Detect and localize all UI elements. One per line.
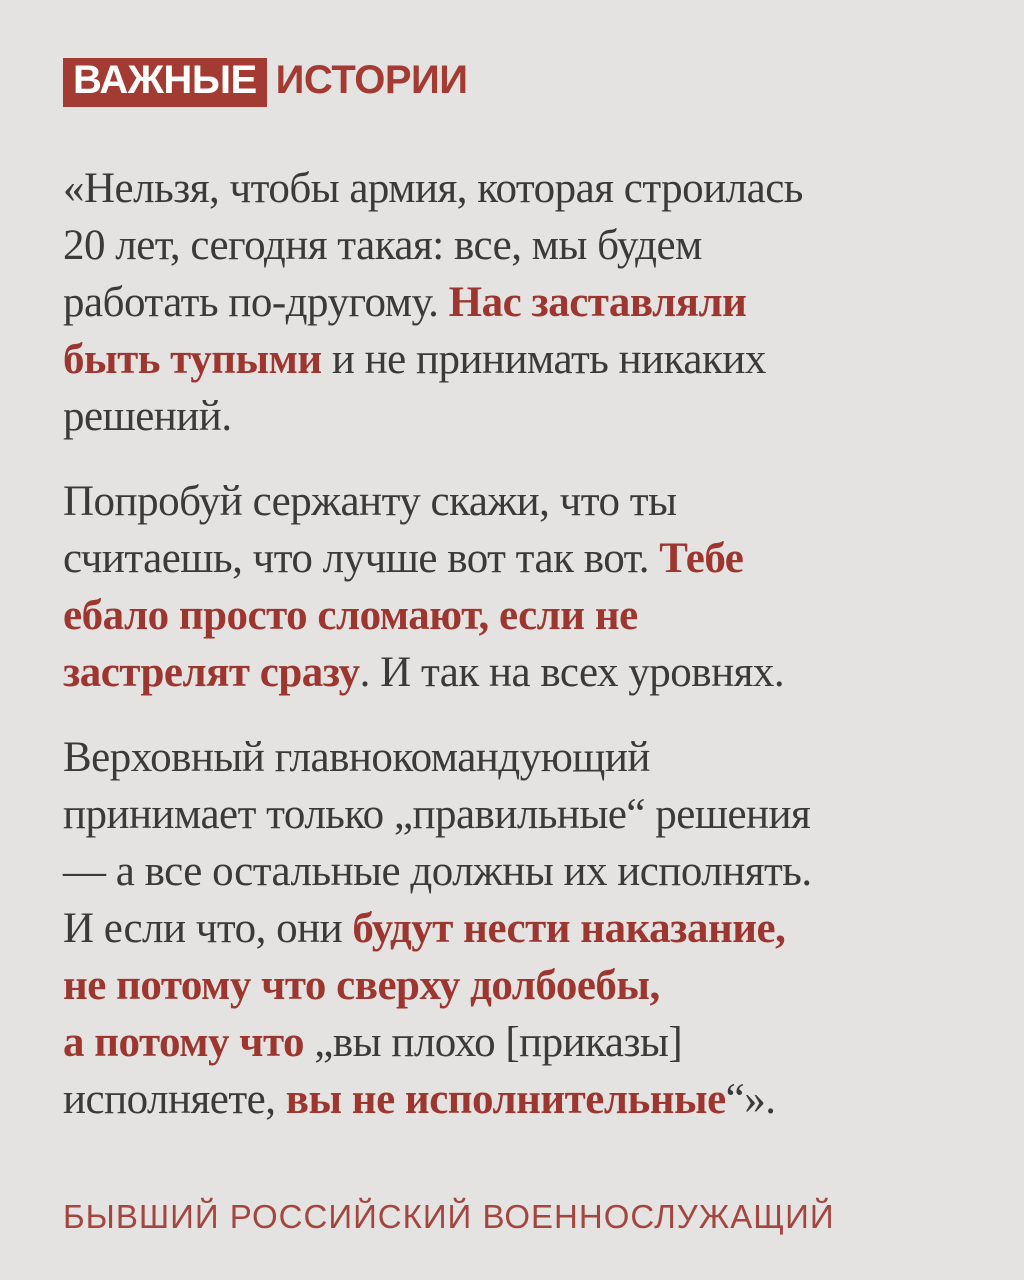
quote-paragraph (63, 160, 963, 445)
logo (63, 58, 468, 107)
logo-suffix: ИСТОРИИ (275, 58, 468, 102)
accent-text: Тебе ебало просто сломают, если не застрелят сразу (63, 535, 744, 696)
body-text: «Нельзя, чтобы армия, которая строилась 20 лет, сегодня такая: все, мы будем работать по-другому. (63, 165, 803, 326)
quote-paragraph (63, 473, 963, 701)
accent-text: вы не исполнительные (285, 1076, 726, 1123)
quote-text (63, 160, 963, 1156)
body-text: и не принимать никаких решений. (63, 336, 766, 440)
accent-text: Нас заставляли быть тупыми (63, 279, 747, 383)
logo-badge: ВАЖНЫЕ (63, 58, 267, 107)
body-text: Попробуй сержанту скажи, что ты считаешь, что лучше вот так вот. (63, 478, 677, 582)
body-text: “». (725, 1076, 776, 1123)
accent-text: будут нести наказание, не потому что сверху долбоебы, а потому что (63, 905, 786, 1066)
quote-paragraph (63, 729, 963, 1128)
body-text: „вы плохо [приказы] исполняете, (63, 1019, 683, 1123)
quote-attribution: БЫВШИЙ РОССИЙСКИЙ ВОЕННОСЛУЖАЩИЙ (63, 1198, 835, 1235)
body-text: Верховный главнокомандующий принимает только „правильные“ решения — а все остальные должны их исполнять. И если что, они (63, 734, 812, 952)
body-text: . И так на всех уровнях. (359, 649, 785, 696)
